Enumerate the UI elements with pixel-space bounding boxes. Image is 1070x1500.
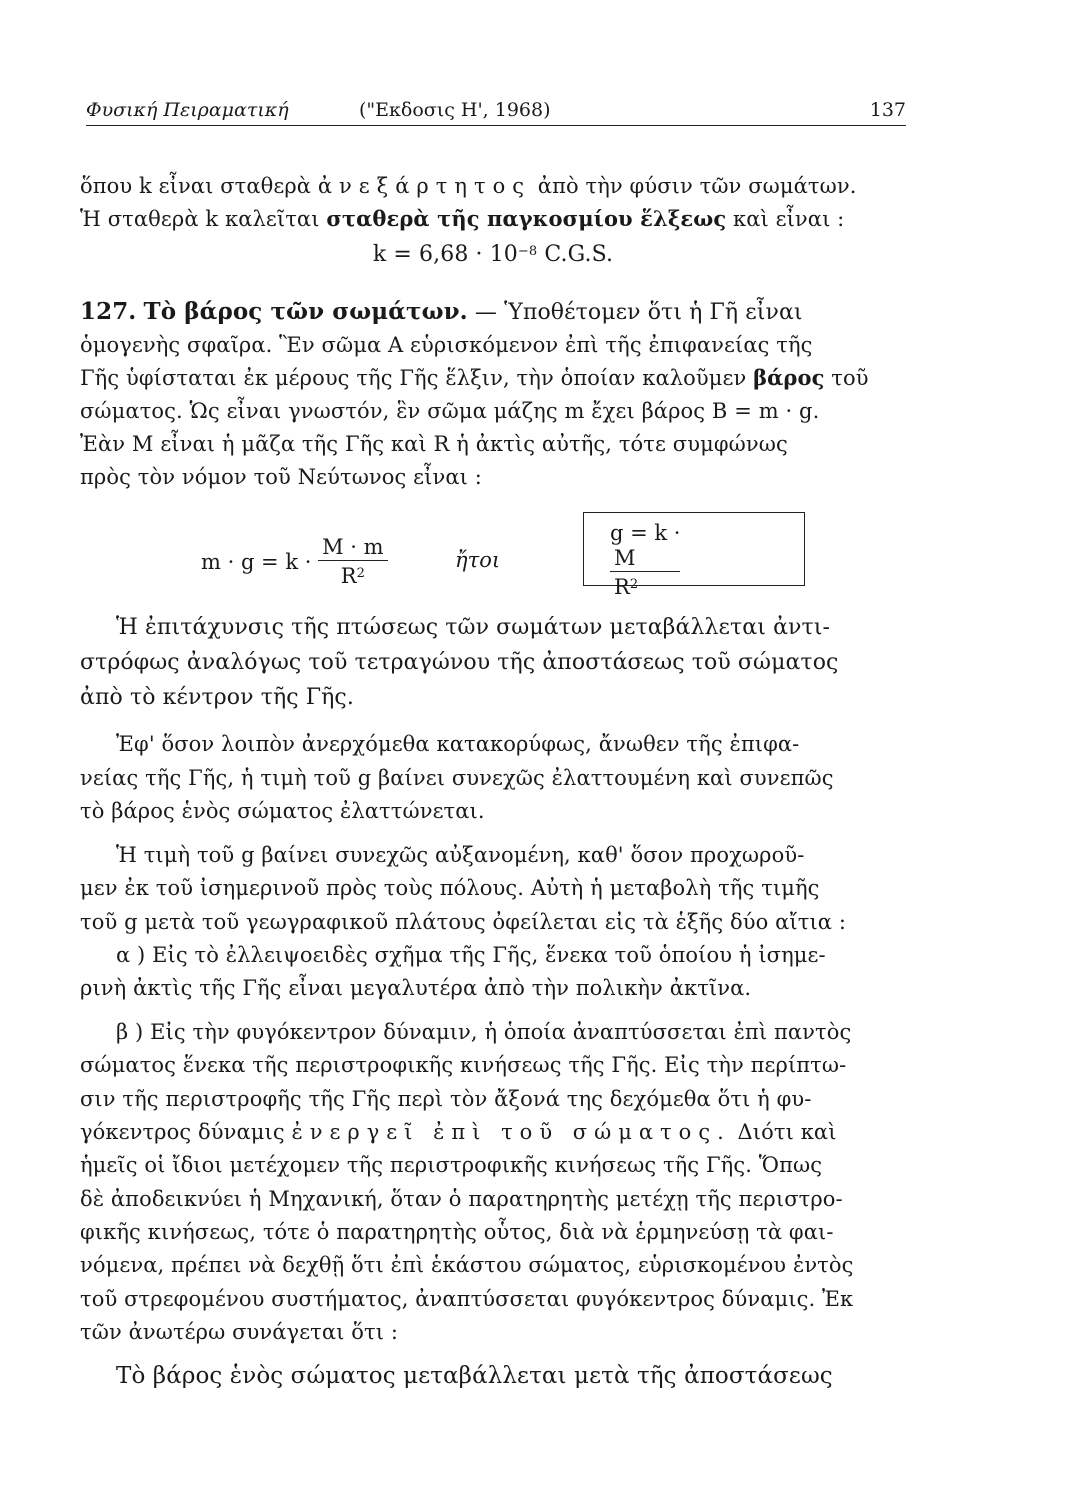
text-line: τοῦ στρεφομένου συστήματος, ἀναπτύσσεται φυγόκεντρος δύναμις. Ἐκ [80,1287,854,1311]
text-line: β ) Εἰς τὴν φυγόκεντρον δύναμιν, ἡ ὁποία ἀναπτύσσεται ἐπὶ παντὸς [116,1020,852,1044]
text-line: Ἐφ' ὅσον λοιπὸν ἀνερχόμεθα κατακορύφως, ἄνωθεν τῆς ἐπιφα- [116,732,800,756]
boxed-formula [583,512,805,599]
section-title: Τὸ βάρος τῶν σωμάτων. [143,298,468,325]
text-line: Τὸ βάρος ἑνὸς σώματος μεταβάλλεται μετὰ τῆς ἀποστάσεως [116,1363,833,1389]
text-line: Ἐὰν Μ εἶναι ἡ μᾶζα τῆς Γῆς καὶ R ἡ ἀκτὶς αὐτῆς, τότε συμφώνως [80,432,788,456]
text-line: Ἡ σταθερὰ k καλεῖται σταθερὰ τῆς παγκοσμίου ἕλξεως καὶ εἶναι : [80,206,845,231]
text-line: ἀπὸ τὸ κέντρον τῆς Γῆς. [80,685,354,710]
text-line: α ) Εἰς τὸ ἐλλειψοειδὲς σχῆμα τῆς Γῆς, ἕνεκα τοῦ ὁποίου ἡ ἰσημε- [116,943,826,967]
text-line: ὅπου k εἶναι σταθερὰ ἀνεξάρτητος ἀπὸ τὴν φύσιν τῶν σωμάτων. [80,174,857,198]
text-line: τὸ βάρος ἑνὸς σώματος ἐλαττώνεται. [80,799,485,823]
header-book-title: Φυσική Πειραματική [86,99,289,121]
text-line: Ἡ τιμὴ τοῦ g βαίνει συνεχῶς αὐξανομένη, καθ' ὅσον προχωροῦ- [116,843,805,867]
header-edition: ("Εκδοσις Η', 1968) [359,99,551,121]
constant-formula: $k = 6,68 \cdot 10^{-8}$ C.G.S. [372,242,614,267]
text-line: γόκεντρος δύναμις ἐνεργεῖ ἐπὶ τοῦ σώματος. Διότι καὶ [80,1120,837,1144]
formula-right: g = k · M $R^2$ [610,521,681,599]
text-line: σώματος. Ὡς εἶναι γνωστόν, ἓν σῶμα μάζης m ἔχει βάρος Β = m · g. [80,399,820,423]
header-rule [86,125,906,126]
text-line: ὁμογενὴς σφαῖρα. Ἓν σῶμα Α εὑρισκόμενον ἐπὶ τῆς ἐπιφανείας τῆς [80,333,813,357]
text-line: στρόφως ἀναλόγως τοῦ τετραγώνου τῆς ἀποστάσεως τοῦ σώματος [80,650,839,675]
text-line: Γῆς ὑφίσταται ἐκ μέρους τῆς Γῆς ἕλξιν, τὴν ὁποίαν καλοῦμεν βάρος τοῦ [80,365,869,390]
formula-left: m · g = k · $\frac{M \cdot m}{R^2}$ [201,536,388,591]
text-line: σώματος ἕνεκα τῆς περιστροφικῆς κινήσεως τῆς Γῆς. Εἰς τὴν περίπτω- [80,1053,847,1077]
text-line: πρὸς τὸν νόμον τοῦ Νεύτωνος εἶναι : [80,465,482,489]
text-line: νόμενα, πρέπει νὰ δεχθῇ ὅτι ἐπὶ ἑκάστου σώματος, εὑρισκομένου ἐντὸς [80,1253,854,1277]
text-line: ἡμεῖς οἱ ἴδιοι μετέχομεν τῆς περιστροφικῆς κινήσεως τῆς Γῆς. Ὅπως [80,1153,823,1177]
section-heading: 127. Τὸ βάρος τῶν σωμάτων. — Ὑποθέτομεν ὅτι ἡ Γῆ εἶναι [80,298,803,325]
text-line: μεν ἐκ τοῦ ἰσημερινοῦ πρὸς τοὺς πόλους. Αὐτὴ ἡ μεταβολὴ τῆς τιμῆς [80,876,820,900]
text-line: τῶν ἀνωτέρω συνάγεται ὅτι : [80,1320,399,1344]
text-line: τοῦ g μετὰ τοῦ γεωγραφικοῦ πλάτους ὀφείλεται εἰς τὰ ἑξῆς δύο αἴτια : [80,910,847,934]
text-line: φικῆς κινήσεως, τότε ὁ παρατηρητὴς οὗτος, διὰ νὰ ἑρμηνεύσῃ τὰ φαι- [80,1220,834,1244]
formula-connector: ἤτοι [455,548,501,572]
running-header [86,95,906,127]
gravity-formula [80,508,906,598]
text-line: Ἡ ἐπιτάχυνσις τῆς πτώσεως τῶν σωμάτων μεταβάλλεται ἀντι- [116,615,831,640]
page-number: 137 [869,99,906,121]
text-line: ρινὴ ἀκτὶς τῆς Γῆς εἶναι μεγαλυτέρα ἀπὸ τὴν πολικὴν ἀκτῖνα. [80,976,752,1000]
text-line: σιν τῆς περιστροφῆς τῆς Γῆς περὶ τὸν ἄξονά της δεχόμεθα ὅτι ἡ φυ- [80,1087,812,1111]
text-line: νείας τῆς Γῆς, ἡ τιμὴ τοῦ g βαίνει συνεχῶς ἐλαττουμένη καὶ συνεπῶς [80,766,834,790]
text-line: δὲ ἀποδεικνύει ἡ Μηχανική, ὅταν ὁ παρατηρητὴς μετέχῃ τῆς περιστρο- [80,1187,843,1211]
